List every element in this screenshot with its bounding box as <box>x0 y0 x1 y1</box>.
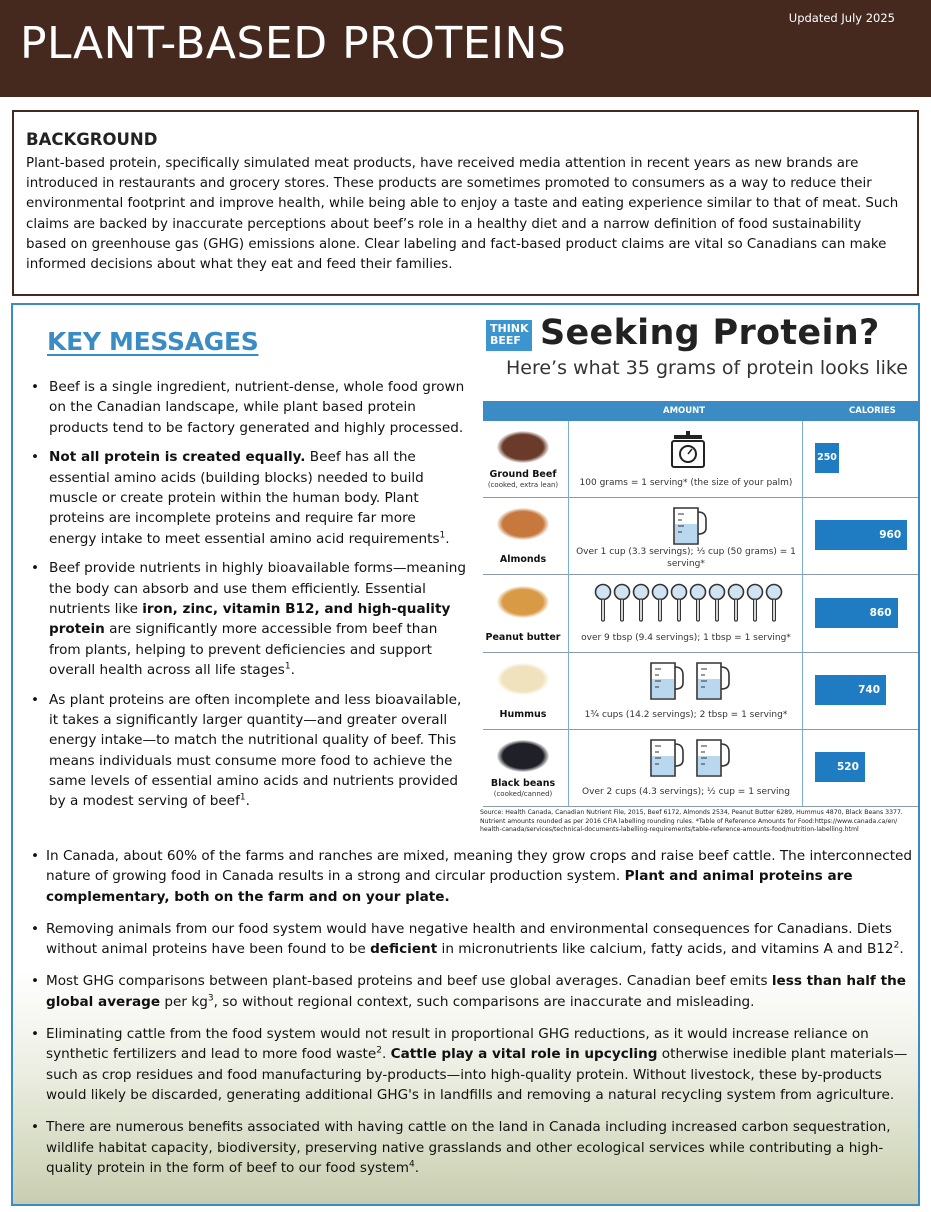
text-bold: iron, zinc, vitamin B12, and high-quality protein <box>49 600 451 638</box>
measuring-cup-icon <box>668 504 708 548</box>
text: As plant proteins are often incomplete and less bioavailable, it takes a significantly larger quantity—and greater overall energy intake—to match the nutritional quality of beef. This means individuals must consume more food to achieve the same levels of essential amino acids and nutrients provided by a modest serving of beef <box>49 691 462 810</box>
tablespoon-icon <box>631 582 651 626</box>
text: . <box>290 661 295 678</box>
text: Beef is a single ingredient, nutrient-dense, whole food grown on the Canadian landscape, while plant based protein products tend to be factory generated and highly processed. <box>49 379 465 436</box>
text-bold: Not all protein is created equally. <box>49 449 306 466</box>
measuring-cup-icon <box>645 736 685 780</box>
footnote-ref: 1 <box>284 661 291 672</box>
calorie-bar: 520 <box>815 752 865 782</box>
key-messages-section <box>11 303 920 1206</box>
food-image <box>497 508 549 540</box>
calorie-bar: 740 <box>815 675 886 705</box>
column-header-amount: AMOUNT <box>663 406 706 416</box>
serving-amount: Over 1 cup (3.3 servings); ⅓ cup (50 grams) = 1 serving* <box>576 547 796 569</box>
footnote-ref: 3 <box>207 993 214 1004</box>
food-name: Almonds <box>499 554 547 565</box>
footnote-ref: 4 <box>409 1159 415 1170</box>
serving-amount: 1¾ cups (14.2 servings); 2 tbsp = 1 serving* <box>584 710 788 720</box>
food-image <box>497 431 549 463</box>
text: There are numerous benefits associated with having cattle on the land in Canada including increased carbon sequestration, wildlife habitat capacity, biodiversity, preserving native grasslands and other ecological services while contributing a high-quality protein in the form of beef to our food system <box>46 1119 891 1176</box>
calorie-bar: 960 <box>815 520 907 550</box>
footnote-ref: 1 <box>439 530 446 541</box>
food-name: Black beans <box>490 778 556 789</box>
amount-illustration <box>668 504 708 552</box>
infographic-source <box>480 809 920 835</box>
infographic-subtitle: Here’s what 35 grams of protein looks like <box>506 357 908 379</box>
tablespoon-icon <box>650 582 670 626</box>
updated-date: Updated July 2025 <box>788 11 895 25</box>
food-note: (cooked, extra lean) <box>487 481 559 489</box>
think-beef-logo <box>486 320 532 351</box>
text: are significantly more accessible from beef than from plants, helping to prevent deficiencies and support overall health across all life stages <box>49 621 438 678</box>
footnote-ref: 1 <box>239 792 246 803</box>
tablespoon-icon <box>669 582 689 626</box>
list-item <box>31 919 916 960</box>
calorie-bar: 250 <box>815 443 839 473</box>
text-bold: Cattle play a vital role in upcycling <box>390 1046 658 1063</box>
text: . <box>245 793 250 810</box>
background-text: Plant-based protein, specifically simulated meat products, have received media attention in recent years as new brands are introduced in restaurants and grocery stores. These products are sometimes promoted to consumers as a way to reduce their environmental footprint and improve health, while being able to enjoy a taste and eating experience similar to that of meat. Such claims are backed by inaccurate perceptions about beef’s role in a healthy diet and a narrow definition of food sustainability based on greenhouse gas (GHG) emissions alone. Clear labeling and fact-based product claims are vital so Canadians can make informed decisions about what they eat and feed their families. <box>26 156 899 273</box>
background-heading: BACKGROUND <box>26 130 158 149</box>
table-row <box>483 498 919 575</box>
serving-amount: 100 grams = 1 serving* (the size of your palm) <box>579 478 793 488</box>
text: , so without regional context, such comparisons are inaccurate and misleading. <box>213 993 755 1010</box>
list-item <box>31 558 466 680</box>
source-line: Source: Health Canada, Canadian Nutrient File, 2015, Beef 6172, Almonds 2534, Peanut Butter 6289, Hummus 4870, Black Beans 3377. <box>480 809 903 816</box>
text: In Canada, about 60% of the farms and ranches are mixed, meaning they grow crops and raise beef cattle. The interconnected nature of growing food in Canada results in a strong and circular production system. <box>46 848 913 885</box>
calorie-bar: 860 <box>815 598 898 628</box>
infographic-title: Seeking Protein? <box>540 313 880 353</box>
food-name: Peanut butter <box>485 632 561 643</box>
text: in micronutrients like calcium, fatty acids, and vitamins A and B12 <box>437 941 894 958</box>
logo-text-top: THINK <box>490 322 529 335</box>
tablespoon-icon <box>593 582 613 626</box>
tablespoon-icon <box>726 582 746 626</box>
text: otherwise inedible plant materials—such as crop residues and food manufacturing by-products—into high-quality protein. Without livestock, these by-products would likely be discarded, generating additional GHG's in landfills and removing a natural recycling system from agriculture. <box>46 1046 908 1103</box>
tablespoon-icon <box>764 582 784 626</box>
tablespoon-icon <box>688 582 708 626</box>
amount-illustration <box>645 659 731 707</box>
list-item <box>31 846 916 907</box>
amount-illustration <box>645 736 731 784</box>
column-divider <box>568 421 569 807</box>
food-image <box>497 740 549 772</box>
text: Removing animals from our food system would have negative health and environmental consequences for Canadians. Diets without animal proteins have been found to be <box>46 920 892 958</box>
table-row <box>483 653 919 730</box>
text: . <box>414 1159 420 1176</box>
table-row <box>483 730 919 807</box>
list-item <box>31 377 466 438</box>
measuring-cup-icon <box>645 659 685 703</box>
key-messages-bottom-list <box>31 846 916 1190</box>
text: . <box>382 1046 391 1063</box>
list-item <box>31 971 916 1012</box>
footnote-ref: 2 <box>376 1045 382 1056</box>
list-item <box>31 447 466 548</box>
text: . <box>445 530 450 547</box>
text: per kg <box>160 993 208 1010</box>
amount-illustration <box>593 582 784 630</box>
list-item <box>31 690 466 812</box>
protein-infographic <box>480 309 920 839</box>
text: Most GHG comparisons between plant-based proteins and beef use global averages. Canadian beef emits <box>46 973 772 990</box>
list-item <box>31 1024 916 1105</box>
source-line: health-canada/services/technical-documents-labelling-requirements/table-reference-amounts-food/nutrition-labelling.html <box>480 826 859 833</box>
text: . <box>899 941 904 958</box>
column-header-calories: CALORIES <box>849 406 896 416</box>
text: Eliminating cattle from the food system would not result in proportional GHG reductions, as it would increase reliance on synthetic fertilizers and lead to more food waste <box>46 1026 869 1063</box>
text: Beef provide nutrients in highly bioavailable forms—meaning the body can absorb and use them efficiently. Essential nutrients like <box>49 560 467 617</box>
tablespoon-icon <box>745 582 765 626</box>
food-image <box>497 586 549 618</box>
food-note: (cooked/canned) <box>493 790 553 798</box>
text-bold: Plant and animal proteins are complementary, both on the farm and on your plate. <box>46 868 853 905</box>
amount-illustration <box>668 427 708 475</box>
food-image <box>497 663 549 695</box>
serving-amount: over 9 tbsp (9.4 servings); 1 tbsp = 1 serving* <box>581 633 791 643</box>
text-bold: less than half the global average <box>46 973 906 1010</box>
measuring-cup-icon <box>691 659 731 703</box>
food-name: Ground Beef <box>489 469 557 480</box>
footnote-ref: 2 <box>893 940 900 951</box>
page-header <box>0 0 931 97</box>
page-title: PLANT-BASED PROTEINS <box>20 18 567 69</box>
scale-icon <box>668 427 708 471</box>
table-row <box>483 576 919 653</box>
serving-amount: Over 2 cups (4.3 servings); ½ cup = 1 serving <box>582 787 790 797</box>
food-name: Hummus <box>499 709 547 720</box>
list-item <box>31 1117 916 1178</box>
table-header <box>483 401 919 421</box>
key-messages-left-list <box>31 377 466 821</box>
measuring-cup-icon <box>691 736 731 780</box>
tablespoon-icon <box>707 582 727 626</box>
column-divider <box>802 421 803 807</box>
logo-text-bottom: BEEF <box>490 334 521 347</box>
source-line: Nutrient amounts rounded as per 2016 CFIA labelling rounding rules. *Table of Reference Amounts for Food:https://www.canada.ca/en/ <box>480 817 898 825</box>
key-messages-title: KEY MESSAGES <box>47 327 259 356</box>
background-section <box>12 110 919 296</box>
text: Beef has all the essential amino acids (building blocks) needed to build muscle or create protein within the human body. Plant proteins are incomplete proteins and require far more energy intake to meet essential amino acid requirements <box>49 449 440 547</box>
table-row <box>483 421 919 498</box>
tablespoon-icon <box>612 582 632 626</box>
text-bold: deficient <box>370 941 438 958</box>
